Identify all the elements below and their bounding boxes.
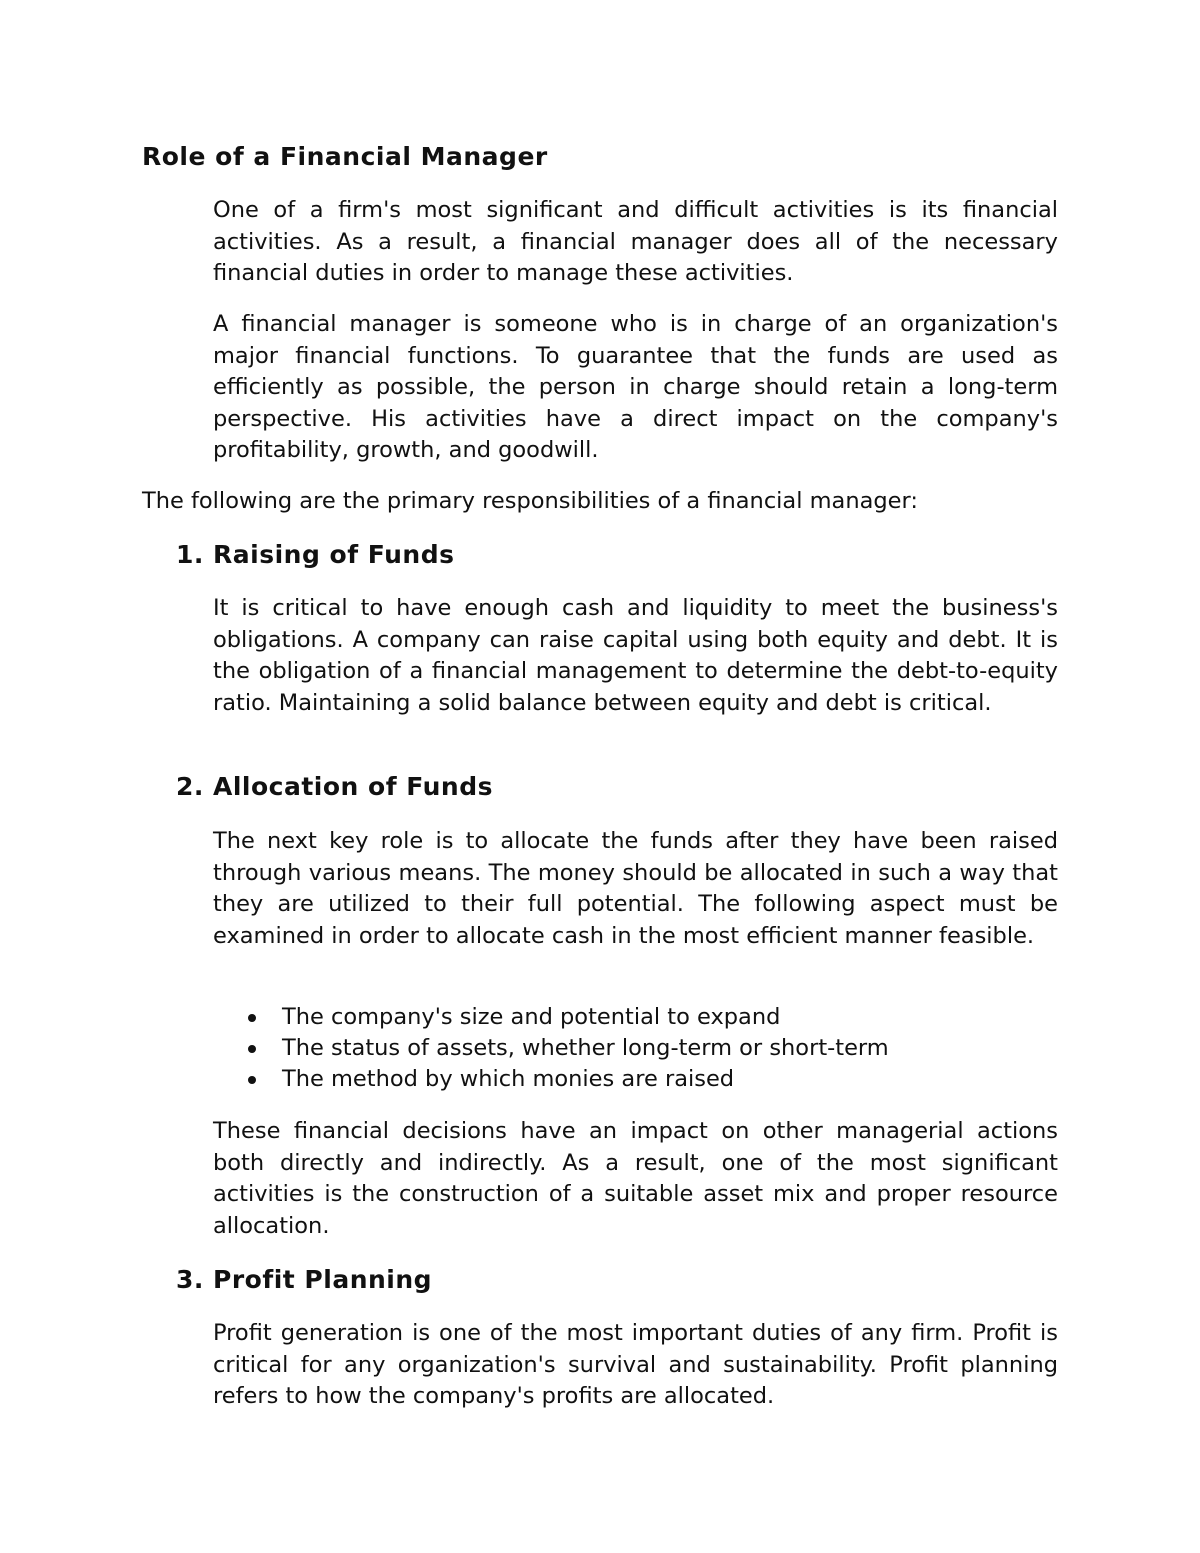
section-paragraph: It is critical to have enough cash and liquidity to meet the business's obligations. A company can raise capital using both equity and debt. It is the obligation of a financial management to determine the debt-to-equity ratio. Maintaining a solid balance between equity and debt is critical. [213, 595, 1058, 716]
bullet-list [244, 1002, 889, 1095]
section-number: 1. [176, 540, 204, 569]
lead-in-text: The following are the primary responsibilities of a financial manager: [142, 488, 918, 514]
bullet-icon [248, 1076, 256, 1084]
section-number: 3. [176, 1265, 204, 1294]
bullet-icon [248, 1045, 256, 1053]
section-title: Raising of Funds [213, 540, 455, 569]
section-paragraph: These financial decisions have an impact on other managerial actions both directly and indirectly. As a result, one of the most significant activities is the construction of a suitable asset mix and proper resource allocation. [213, 1118, 1058, 1239]
bullet-icon [248, 1014, 256, 1022]
section-heading-raising-of-funds [176, 538, 455, 572]
intro-paragraph: A financial manager is someone who is in charge of an organization's major financial functions. To guarantee that the funds are used as efficiently as possible, the person in charge should retain a long-term perspective. His activities have a direct impact on the company's profitability, growth, and goodwill. [213, 311, 1058, 463]
section-paragraph: Profit generation is one of the most important duties of any firm. Profit is critical for any organization's survival and sustainability. Profit planning refers to how the company's profits are allocated. [213, 1320, 1058, 1409]
list-item-text: The method by which monies are raised [282, 1066, 735, 1092]
section-number: 2. [176, 772, 204, 801]
section-paragraph: The next key role is to allocate the funds after they have been raised through various means. The money should be allocated in such a way that they are utilized to their full potential. The following aspect must be examined in order to allocate cash in the most efficient manner feasible. [213, 828, 1058, 949]
intro-paragraph: One of a firm's most significant and difficult activities is its financial activities. As a result, a financial manager does all of the necessary financial duties in order to manage these activities. [213, 197, 1058, 286]
section-heading-profit-planning [176, 1263, 432, 1297]
list-item-text: The company's size and potential to expand [282, 1004, 781, 1030]
list-item [244, 1033, 889, 1064]
section-heading-allocation-of-funds [176, 770, 493, 804]
page-title: Role of a Financial Manager [142, 142, 548, 171]
section-title: Allocation of Funds [213, 772, 494, 801]
list-item [244, 1064, 889, 1095]
list-item-text: The status of assets, whether long-term or short-term [282, 1035, 889, 1061]
section-title: Profit Planning [213, 1265, 433, 1294]
list-item [244, 1002, 889, 1033]
